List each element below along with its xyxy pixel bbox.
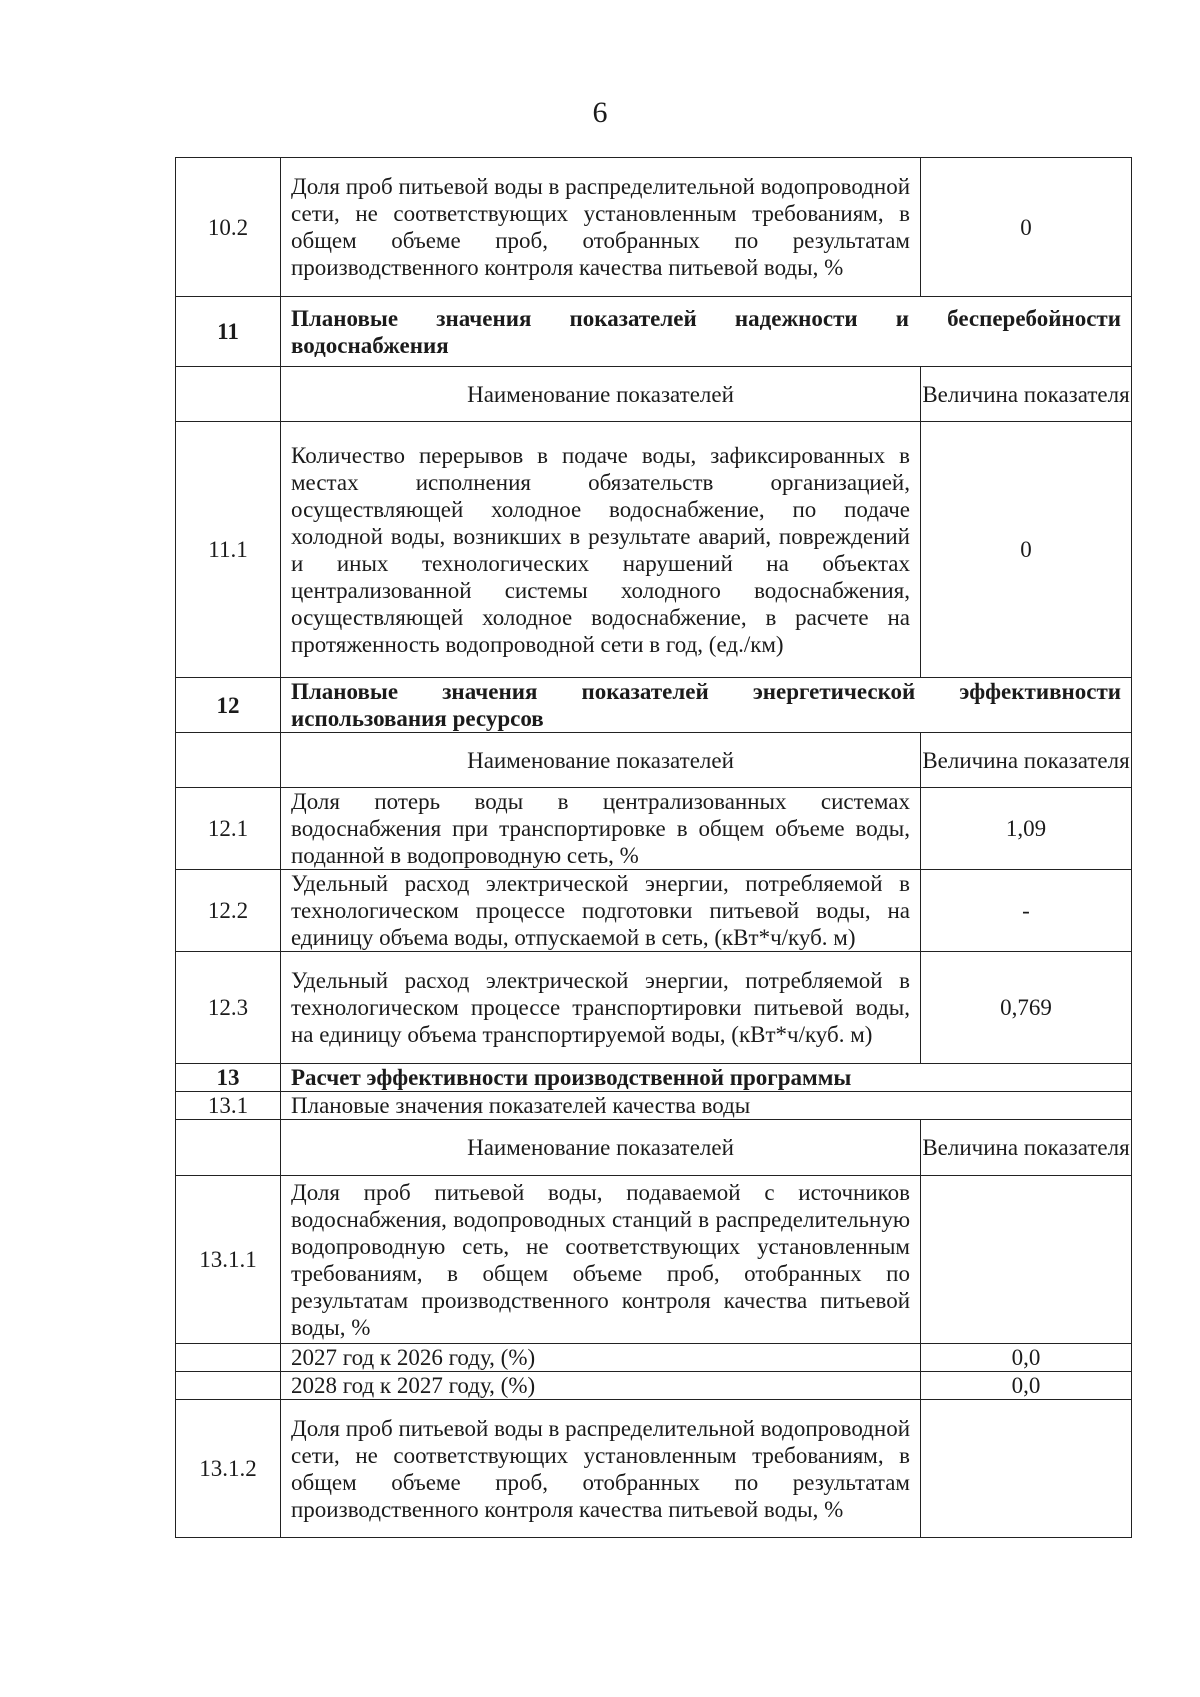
header-row bbox=[176, 1120, 1132, 1176]
header-empty-cell bbox=[176, 1120, 281, 1176]
indicator-name: Количество перерывов в подаче воды, зафиксированных в местах исполнения обязательств организацией, осуществляющей холодное водоснабжение, по подаче холодной воды, возникших в результате аварий, повреждений и иных технологических нарушений на объектах централизованной системы холодного водоснабжения, осуществляющей холодное водоснабжение, в расчете на протяженность водопроводной сети в год, (ед./км) bbox=[281, 422, 921, 678]
header-empty-cell bbox=[176, 367, 281, 422]
indicator-name: Удельный расход электрической энергии, потребляемой в технологическом процессе транспортировки питьевой воды, на единицу объема транспортируемой воды, (кВт*ч/куб. м) bbox=[281, 952, 921, 1064]
section-number: 13 bbox=[176, 1064, 281, 1092]
indicator-value: 0 bbox=[921, 158, 1132, 297]
table-row bbox=[176, 158, 1132, 297]
indicator-value bbox=[921, 1400, 1132, 1538]
table-row bbox=[176, 1092, 1132, 1120]
header-value: Величина показателя bbox=[921, 1120, 1132, 1176]
table-row bbox=[176, 1344, 1132, 1372]
header-empty-cell bbox=[176, 733, 281, 788]
period-label: 2027 год к 2026 году, (%) bbox=[281, 1344, 921, 1372]
indicator-value: 1,09 bbox=[921, 788, 1132, 870]
section-row bbox=[176, 297, 1132, 367]
row-number: 12.1 bbox=[176, 788, 281, 870]
row-number bbox=[176, 1344, 281, 1372]
section-title: Расчет эффективности производственной программы bbox=[281, 1064, 1132, 1092]
row-number: 13.1 bbox=[176, 1092, 281, 1120]
table-row bbox=[176, 422, 1132, 678]
indicator-value bbox=[921, 1176, 1132, 1344]
table-row bbox=[176, 1400, 1132, 1538]
section-row bbox=[176, 1064, 1132, 1092]
table-row bbox=[176, 1372, 1132, 1400]
table-row bbox=[176, 870, 1132, 952]
indicator-value: - bbox=[921, 870, 1132, 952]
indicator-name: Доля потерь воды в централизованных системах водоснабжения при транспортировке в общем объеме воды, поданной в водопроводную сеть, % bbox=[281, 788, 921, 870]
page-number: 6 bbox=[592, 96, 608, 129]
indicator-value: 0,0 bbox=[921, 1344, 1132, 1372]
header-name: Наименование показателей bbox=[281, 1120, 921, 1176]
indicator-name: Доля проб питьевой воды, подаваемой с источников водоснабжения, водопроводных станций в распределительную водопроводную сеть, не соответствующих установленным требованиям, в общем объеме проб, отобранных по результатам производственного контроля качества питьевой воды, % bbox=[281, 1176, 921, 1344]
header-name: Наименование показателей bbox=[281, 733, 921, 788]
section-title: Плановые значения показателей надежности и бесперебойности водоснабжения bbox=[281, 297, 1132, 367]
header-value: Величина показателя bbox=[921, 367, 1132, 422]
row-number: 12.3 bbox=[176, 952, 281, 1064]
subsection-title: Плановые значения показателей качества воды bbox=[281, 1092, 1132, 1120]
section-title: Плановые значения показателей энергетической эффективности использования ресурсов bbox=[281, 678, 1132, 733]
row-number: 13.1.2 bbox=[176, 1400, 281, 1538]
indicator-value: 0,769 bbox=[921, 952, 1132, 1064]
row-number: 11.1 bbox=[176, 422, 281, 678]
indicator-name: Доля проб питьевой воды в распределительной водопроводной сети, не соответствующих установленным требованиям, в общем объеме проб, отобранных по результатам производственного контроля качества питьевой воды, % bbox=[281, 158, 921, 297]
table-row bbox=[176, 788, 1132, 870]
indicator-name: Удельный расход электрической энергии, потребляемой в технологическом процессе подготовки питьевой воды, на единицу объема воды, отпускаемой в сеть, (кВт*ч/куб. м) bbox=[281, 870, 921, 952]
row-number: 10.2 bbox=[176, 158, 281, 297]
header-name: Наименование показателей bbox=[281, 367, 921, 422]
table-row bbox=[176, 1176, 1132, 1344]
period-label: 2028 год к 2027 году, (%) bbox=[281, 1372, 921, 1400]
header-value: Величина показателя bbox=[921, 733, 1132, 788]
header-row bbox=[176, 733, 1132, 788]
section-number: 11 bbox=[176, 297, 281, 367]
row-number: 13.1.1 bbox=[176, 1176, 281, 1344]
indicator-value: 0 bbox=[921, 422, 1132, 678]
section-row bbox=[176, 678, 1132, 733]
row-number: 12.2 bbox=[176, 870, 281, 952]
indicator-name: Доля проб питьевой воды в распределительной водопроводной сети, не соответствующих установленным требованиям, в общем объеме проб, отобранных по результатам производственного контроля качества питьевой воды, % bbox=[281, 1400, 921, 1538]
row-number bbox=[176, 1372, 281, 1400]
indicators-table bbox=[175, 157, 1132, 1538]
section-number: 12 bbox=[176, 678, 281, 733]
header-row bbox=[176, 367, 1132, 422]
indicator-value: 0,0 bbox=[921, 1372, 1132, 1400]
table-row bbox=[176, 952, 1132, 1064]
